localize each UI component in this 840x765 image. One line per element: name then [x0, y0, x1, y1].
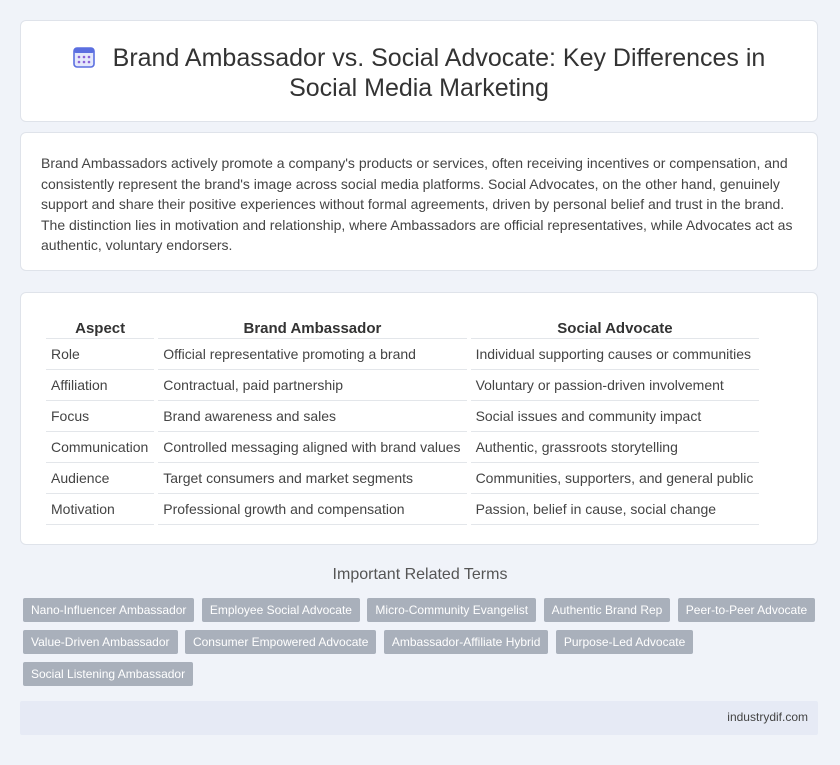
related-tag[interactable]: Ambassador-Affiliate Hybrid [384, 630, 549, 654]
related-tag[interactable]: Peer-to-Peer Advocate [678, 598, 815, 622]
table-row [46, 432, 759, 463]
row-ambassador: Controlled messaging aligned with brand values [158, 432, 466, 463]
intro-card [20, 132, 818, 271]
table-row [46, 401, 759, 432]
header-brand-ambassador: Brand Ambassador [158, 313, 466, 339]
related-tag[interactable]: Purpose-Led Advocate [556, 630, 693, 654]
header-social-advocate: Social Advocate [471, 313, 760, 339]
row-advocate: Passion, belief in cause, social change [471, 494, 760, 525]
row-ambassador: Contractual, paid partnership [158, 370, 466, 401]
row-advocate: Authentic, grassroots storytelling [471, 432, 760, 463]
related-tag[interactable]: Micro-Community Evangelist [367, 598, 536, 622]
title-card [20, 20, 818, 122]
row-aspect: Focus [46, 401, 154, 432]
footer-bar [20, 701, 818, 735]
calendar-icon [73, 46, 95, 68]
row-advocate: Communities, supporters, and general public [471, 463, 760, 494]
comparison-card [20, 292, 818, 545]
row-ambassador: Brand awareness and sales [158, 401, 466, 432]
row-advocate: Individual supporting causes or communities [471, 339, 760, 370]
row-ambassador: Target consumers and market segments [158, 463, 466, 494]
related-tag[interactable]: Social Listening Ambassador [23, 662, 193, 686]
related-terms-tags [23, 598, 823, 694]
row-aspect: Role [46, 339, 154, 370]
header-aspect: Aspect [46, 313, 154, 339]
row-advocate: Voluntary or passion-driven involvement [471, 370, 760, 401]
related-tag[interactable]: Authentic Brand Rep [544, 598, 671, 622]
related-tag[interactable]: Value-Driven Ambassador [23, 630, 178, 654]
footer-site[interactable]: industrydif.com [727, 710, 808, 724]
table-row [46, 339, 759, 370]
table-row [46, 370, 759, 401]
related-terms-title: Important Related Terms [332, 566, 508, 583]
comparison-table [42, 313, 763, 525]
row-aspect: Audience [46, 463, 154, 494]
page-title-wrap [41, 43, 797, 103]
table-row [46, 494, 759, 525]
row-aspect: Affiliation [46, 370, 154, 401]
table-header-row [46, 313, 759, 339]
table-row [46, 463, 759, 494]
row-aspect: Motivation [46, 494, 154, 525]
row-aspect: Communication [46, 432, 154, 463]
row-ambassador: Official representative promoting a brand [158, 339, 466, 370]
intro-paragraph: Brand Ambassadors actively promote a company's products or services, often receiving incentives or compensation, and consistently represent the brand's image across social media platforms. Social Advocates, on the other hand, genuinely support and share their positive experiences without formal agreements, driven by personal belief and trust in the brand. The distinction lies in motivation and relationship, where Ambassadors are official representatives, while Advocates act as authentic, voluntary endorsers. [41, 155, 793, 253]
page-title: Brand Ambassador vs. Social Advocate: Key Differences in Social Media Marketing [112, 44, 766, 102]
related-tag[interactable]: Nano-Influencer Ambassador [23, 598, 194, 622]
related-tag[interactable]: Employee Social Advocate [202, 598, 360, 622]
row-ambassador: Professional growth and compensation [158, 494, 466, 525]
related-tag[interactable]: Consumer Empowered Advocate [185, 630, 376, 654]
row-advocate: Social issues and community impact [471, 401, 760, 432]
